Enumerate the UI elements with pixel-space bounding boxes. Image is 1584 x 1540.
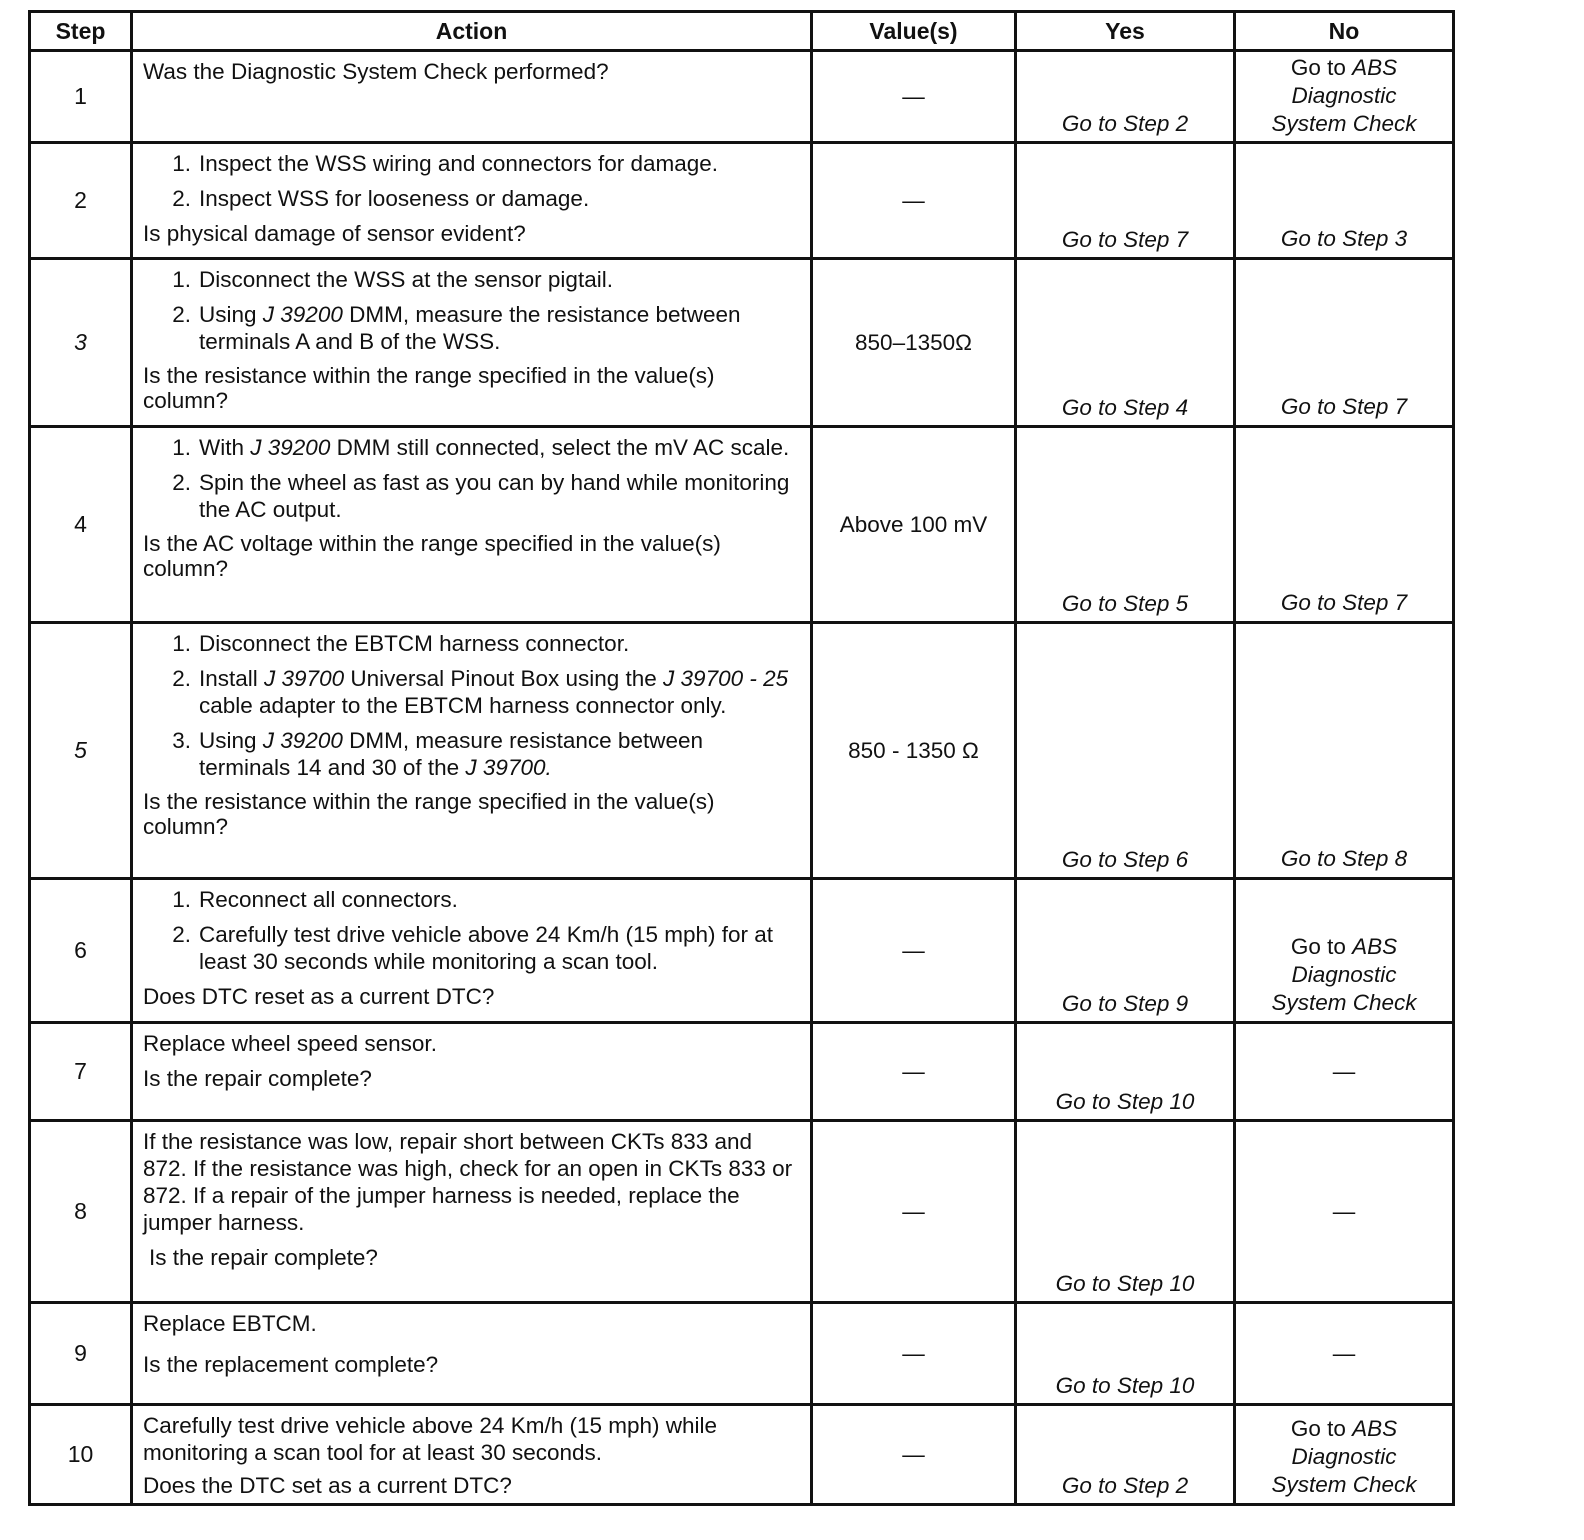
action-text: Install bbox=[199, 666, 265, 691]
header-values: Value(s) bbox=[812, 12, 1016, 51]
action-question: Is the AC voltage within the range specified in the value(s) column? bbox=[143, 531, 721, 581]
yes-cell: Go to Step 9 bbox=[1016, 879, 1235, 1023]
table-row bbox=[30, 879, 1454, 1023]
value-cell: Above 100 mV bbox=[812, 427, 1016, 623]
action-question: Is physical damage of sensor evident? bbox=[143, 221, 526, 246]
yes-cell: Go to Step 2 bbox=[1016, 1405, 1235, 1505]
action-cell: 1. With J 39200 DMM still connected, select the mV AC scale. 2. Spin the wheel as fast as you can by hand while monitoring the AC output. Is the AC voltage within the range specified in the value(s) column? bbox=[132, 427, 812, 623]
table-row bbox=[30, 1121, 1454, 1303]
header-step: Step bbox=[30, 12, 132, 51]
action-step: Disconnect the EBTCM harness connector. bbox=[199, 631, 630, 656]
table-row bbox=[30, 623, 1454, 879]
table-row bbox=[30, 1405, 1454, 1505]
table-row bbox=[30, 1303, 1454, 1405]
step-number: 10 bbox=[30, 1405, 132, 1505]
action-text: Universal Pinout Box using the bbox=[344, 666, 664, 691]
action-text: DMM, measure resistance between terminals 14 and 30 of the bbox=[199, 728, 704, 780]
action-step bbox=[199, 301, 800, 355]
no-text-ref: ABS bbox=[1352, 55, 1398, 80]
action-text: With bbox=[199, 435, 251, 460]
action-step: Disconnect the WSS at the sensor pigtail. bbox=[199, 267, 613, 292]
no-cell: Go to Step 7 bbox=[1235, 259, 1454, 427]
no-text: Diagnostic bbox=[1291, 1444, 1397, 1469]
no-text: System Check bbox=[1271, 1472, 1417, 1497]
diagnostic-table bbox=[28, 10, 1455, 1506]
yes-cell: Go to Step 10 bbox=[1016, 1023, 1235, 1121]
no-text: System Check bbox=[1271, 111, 1417, 136]
no-cell: — bbox=[1235, 1303, 1454, 1405]
no-text: Go to bbox=[1290, 934, 1353, 959]
action-text: Replace EBTCM. bbox=[143, 1311, 317, 1336]
no-cell: — bbox=[1235, 1023, 1454, 1121]
action-text: Using bbox=[199, 728, 263, 753]
no-text-ref: ABS bbox=[1352, 934, 1398, 959]
no-text: Diagnostic bbox=[1291, 962, 1397, 987]
yes-cell: Go to Step 10 bbox=[1016, 1303, 1235, 1405]
action-question: Is the replacement complete? bbox=[143, 1352, 439, 1377]
action-step: Spin the wheel as fast as you can by hand while monitoring the AC output. bbox=[199, 470, 790, 522]
tool-ref: J 39200 bbox=[262, 728, 343, 753]
action-text: If the resistance was low, repair short between CKTs 833 and 872. If the resistance was high, check for an open in CKTs 833 or 872. If a repair of the jumper harness is needed, replace the jumper harness. bbox=[143, 1129, 793, 1235]
action-cell bbox=[132, 1023, 812, 1121]
yes-cell: Go to Step 7 bbox=[1016, 143, 1235, 259]
header-row bbox=[30, 12, 1454, 51]
yes-cell: Go to Step 10 bbox=[1016, 1121, 1235, 1303]
action-cell: 1. Inspect the WSS wiring and connectors for damage. 2. Inspect WSS for looseness or damage. Is physical damage of sensor evident? bbox=[132, 143, 812, 259]
no-cell: Go to Step 7 bbox=[1235, 427, 1454, 623]
no-cell: Go to Step 3 bbox=[1235, 143, 1454, 259]
action-question: Was the Diagnostic System Check performed? bbox=[143, 59, 609, 84]
no-text: System Check bbox=[1271, 990, 1417, 1015]
step-number: 7 bbox=[30, 1023, 132, 1121]
action-text: cable adapter to the EBTCM harness connector only. bbox=[199, 693, 727, 718]
action-text: Carefully test drive vehicle above 24 Km/h (15 mph) while monitoring a scan tool for at least 30 seconds. bbox=[143, 1413, 718, 1465]
action-cell bbox=[132, 1303, 812, 1405]
header-no: No bbox=[1235, 12, 1454, 51]
value-cell: 850 - 1350 Ω bbox=[812, 623, 1016, 879]
action-question: Is the repair complete? bbox=[143, 1066, 372, 1091]
table-row bbox=[30, 427, 1454, 623]
header-yes: Yes bbox=[1016, 12, 1235, 51]
action-cell: 1. Disconnect the EBTCM harness connector. 2. Install J 39700 Universal Pinout Box using the J 39700 - 25 cable adapter to the EBTCM harness connector only. 3. Using J 39200 DMM, measure resistance between terminals 14 and 30 of the J 39700. Is the resistance within the range specified in the value(s) column? bbox=[132, 623, 812, 879]
no-cell bbox=[1235, 1405, 1454, 1505]
step-number: 3 bbox=[30, 259, 132, 427]
step-number: 4 bbox=[30, 427, 132, 623]
tool-ref: J 39700 bbox=[264, 666, 345, 691]
value-cell: — bbox=[812, 51, 1016, 143]
action-question: Is the repair complete? bbox=[149, 1245, 378, 1270]
action-question: Does DTC reset as a current DTC? bbox=[143, 984, 495, 1009]
value-cell: — bbox=[812, 1303, 1016, 1405]
yes-cell: Go to Step 6 bbox=[1016, 623, 1235, 879]
action-cell: 1. Reconnect all connectors. 2. Carefully test drive vehicle above 24 Km/h (15 mph) for at least 30 seconds while monitoring a scan tool. Does DTC reset as a current DTC? bbox=[132, 879, 812, 1023]
value-cell: — bbox=[812, 879, 1016, 1023]
action-text: Using bbox=[199, 302, 263, 327]
action-cell: 1. Disconnect the WSS at the sensor pigtail. 2. Using J 39200 DMM, measure the resistance between terminals A and B of the WSS. Is the resistance within the range specified in the value(s) column? bbox=[132, 259, 812, 427]
step-number: 8 bbox=[30, 1121, 132, 1303]
tool-ref: J 39700 bbox=[465, 755, 546, 780]
action-step bbox=[199, 665, 800, 719]
tool-ref: J 39200 bbox=[262, 302, 343, 327]
action-text: DMM still connected, select the mV AC scale. bbox=[330, 435, 790, 460]
action-step: Carefully test drive vehicle above 24 Km/h (15 mph) for at least 30 seconds while monitoring a scan tool. bbox=[199, 922, 774, 974]
tool-ref: J 39700 - 25 bbox=[663, 666, 789, 691]
no-cell: Go to Step 8 bbox=[1235, 623, 1454, 879]
yes-cell: Go to Step 2 bbox=[1016, 51, 1235, 143]
step-number: 9 bbox=[30, 1303, 132, 1405]
action-cell bbox=[132, 1405, 812, 1505]
no-cell bbox=[1235, 879, 1454, 1023]
step-number: 5 bbox=[30, 623, 132, 879]
step-number: 2 bbox=[30, 143, 132, 259]
step-number: 1 bbox=[30, 51, 132, 143]
value-cell: — bbox=[812, 1405, 1016, 1505]
action-step: Reconnect all connectors. bbox=[199, 887, 458, 912]
table-row bbox=[30, 259, 1454, 427]
value-cell: — bbox=[812, 1023, 1016, 1121]
value-cell: — bbox=[812, 1121, 1016, 1303]
action-text: . bbox=[545, 755, 552, 780]
no-cell bbox=[1235, 51, 1454, 143]
action-cell bbox=[132, 51, 812, 143]
table-row bbox=[30, 51, 1454, 143]
yes-cell: Go to Step 5 bbox=[1016, 427, 1235, 623]
no-cell: — bbox=[1235, 1121, 1454, 1303]
action-question: Does the DTC set as a current DTC? bbox=[143, 1473, 512, 1498]
yes-cell: Go to Step 4 bbox=[1016, 259, 1235, 427]
no-text-ref: ABS bbox=[1352, 1416, 1398, 1441]
value-cell: — bbox=[812, 143, 1016, 259]
action-step bbox=[199, 434, 800, 461]
action-text: DMM, measure the resistance between terminals A and B of the WSS. bbox=[199, 302, 741, 354]
table-row bbox=[30, 1023, 1454, 1121]
value-cell: 850–1350Ω bbox=[812, 259, 1016, 427]
no-text: Go to bbox=[1290, 55, 1353, 80]
action-step bbox=[199, 727, 800, 781]
tool-ref: J 39200 bbox=[250, 435, 331, 460]
action-question: Is the resistance within the range specified in the value(s) column? bbox=[143, 363, 715, 413]
action-step: Inspect WSS for looseness or damage. bbox=[199, 186, 590, 211]
action-step: Inspect the WSS wiring and connectors for damage. bbox=[199, 151, 719, 176]
no-text: Go to bbox=[1290, 1416, 1353, 1441]
action-text: Replace wheel speed sensor. bbox=[143, 1031, 437, 1056]
step-number: 6 bbox=[30, 879, 132, 1023]
action-cell bbox=[132, 1121, 812, 1303]
action-question: Is the resistance within the range specified in the value(s) column? bbox=[143, 789, 715, 839]
header-action: Action bbox=[132, 12, 812, 51]
no-text: Diagnostic bbox=[1291, 83, 1397, 108]
table-row bbox=[30, 143, 1454, 259]
